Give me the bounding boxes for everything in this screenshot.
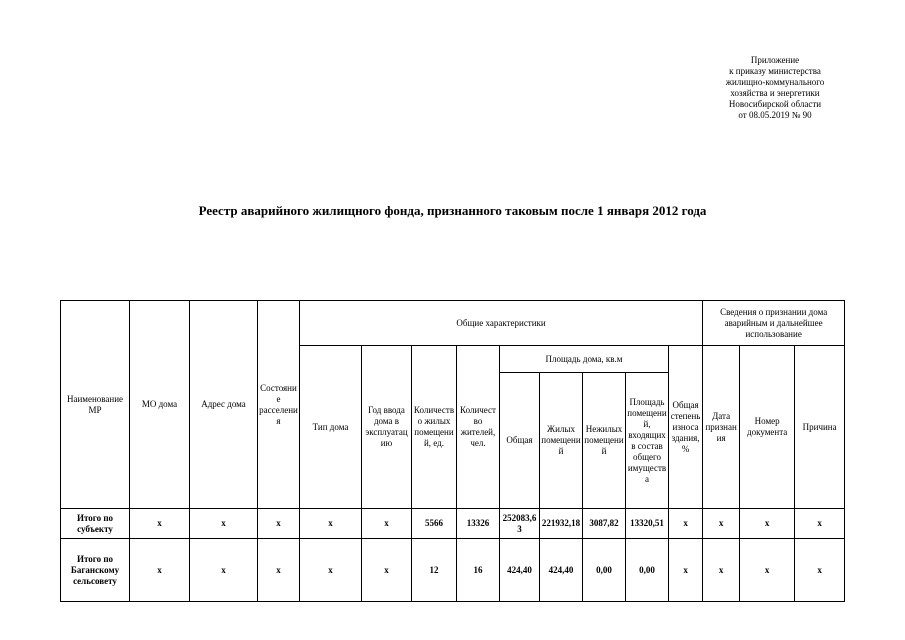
cell-area-living: 424,40: [540, 539, 583, 602]
cell-area-common: 13320,51: [626, 509, 669, 539]
header-area-group: Площадь дома, кв.м: [500, 346, 669, 373]
header-row: [61, 301, 845, 346]
cell-premises: 12: [412, 539, 457, 602]
cell-area-common: 0,00: [626, 539, 669, 602]
header-address: Адрес дома: [190, 301, 258, 509]
document-title: Реестр аварийного жилищного фонда, признанного таковым после 1 января 2012 года: [198, 203, 707, 218]
cell-area-total: 252083,63: [500, 509, 540, 539]
header-premises-count: Количество жилых помещений, ед.: [412, 346, 457, 509]
cell-residents: 13326: [457, 509, 500, 539]
cell-type: х: [300, 539, 362, 602]
table-row: [61, 539, 845, 602]
header-area-common: Площадь помещений, входящих в состав общего имущества: [626, 373, 669, 509]
cell-doc: х: [740, 539, 795, 602]
header-mr-name: Наименование МР: [61, 301, 130, 509]
appendix-line: жилищно-коммунального: [725, 77, 825, 87]
header-doc-number: Номер документа: [740, 346, 795, 509]
cell-address: х: [190, 539, 258, 602]
cell-area-total: 424,40: [500, 539, 540, 602]
cell-wear: х: [669, 539, 703, 602]
cell-address: х: [190, 509, 258, 539]
cell-date: х: [703, 539, 740, 602]
header-year: Год ввода дома в эксплуатацию: [362, 346, 412, 509]
row-name: Итого по Баганскому сельсовету: [61, 539, 130, 602]
cell-area-nonliving: 3087,82: [583, 509, 626, 539]
cell-residents: 16: [457, 539, 500, 602]
cell-year: х: [362, 539, 412, 602]
appendix-line: Новосибирской области: [728, 99, 822, 109]
registry-table: [60, 300, 845, 602]
header-reason: Причина: [795, 346, 845, 509]
cell-doc: х: [740, 509, 795, 539]
cell-type: х: [300, 509, 362, 539]
cell-mo: х: [130, 539, 190, 602]
appendix-note: [690, 55, 860, 121]
appendix-line: хозяйства и энергетики: [730, 88, 820, 98]
appendix-line: Приложение: [750, 55, 800, 65]
header-general: Общие характеристики: [300, 301, 703, 346]
header-residents-count: Количество жителей, чел.: [457, 346, 500, 509]
cell-state: х: [258, 509, 300, 539]
header-recognition-group: Сведения о признании дома аварийным и дальнейшее использование: [703, 301, 845, 346]
header-area-living: Жилых помещений: [540, 373, 583, 509]
cell-premises: 5566: [412, 509, 457, 539]
appendix-line: к приказу министерства: [729, 66, 821, 76]
cell-mo: х: [130, 509, 190, 539]
header-area-total: Общая: [500, 373, 540, 509]
cell-wear: х: [669, 509, 703, 539]
cell-date: х: [703, 509, 740, 539]
table-row: [61, 509, 845, 539]
cell-year: х: [362, 509, 412, 539]
header-wear: Общая степень износа здания, %: [669, 346, 703, 509]
cell-reason: х: [795, 539, 845, 602]
appendix-line: от 08.05.2019 № 90: [738, 110, 812, 120]
header-mo: МО дома: [130, 301, 190, 509]
row-name: Итого по субъекту: [61, 509, 130, 539]
cell-reason: х: [795, 509, 845, 539]
cell-area-nonliving: 0,00: [583, 539, 626, 602]
header-area-nonliving: Нежилых помещений: [583, 373, 626, 509]
header-settlement-state: Состояние расселения: [258, 301, 300, 509]
cell-area-living: 221932,18: [540, 509, 583, 539]
header-house-type: Тип дома: [300, 346, 362, 509]
header-recognition-date: Дата признания: [703, 346, 740, 509]
cell-state: х: [258, 539, 300, 602]
